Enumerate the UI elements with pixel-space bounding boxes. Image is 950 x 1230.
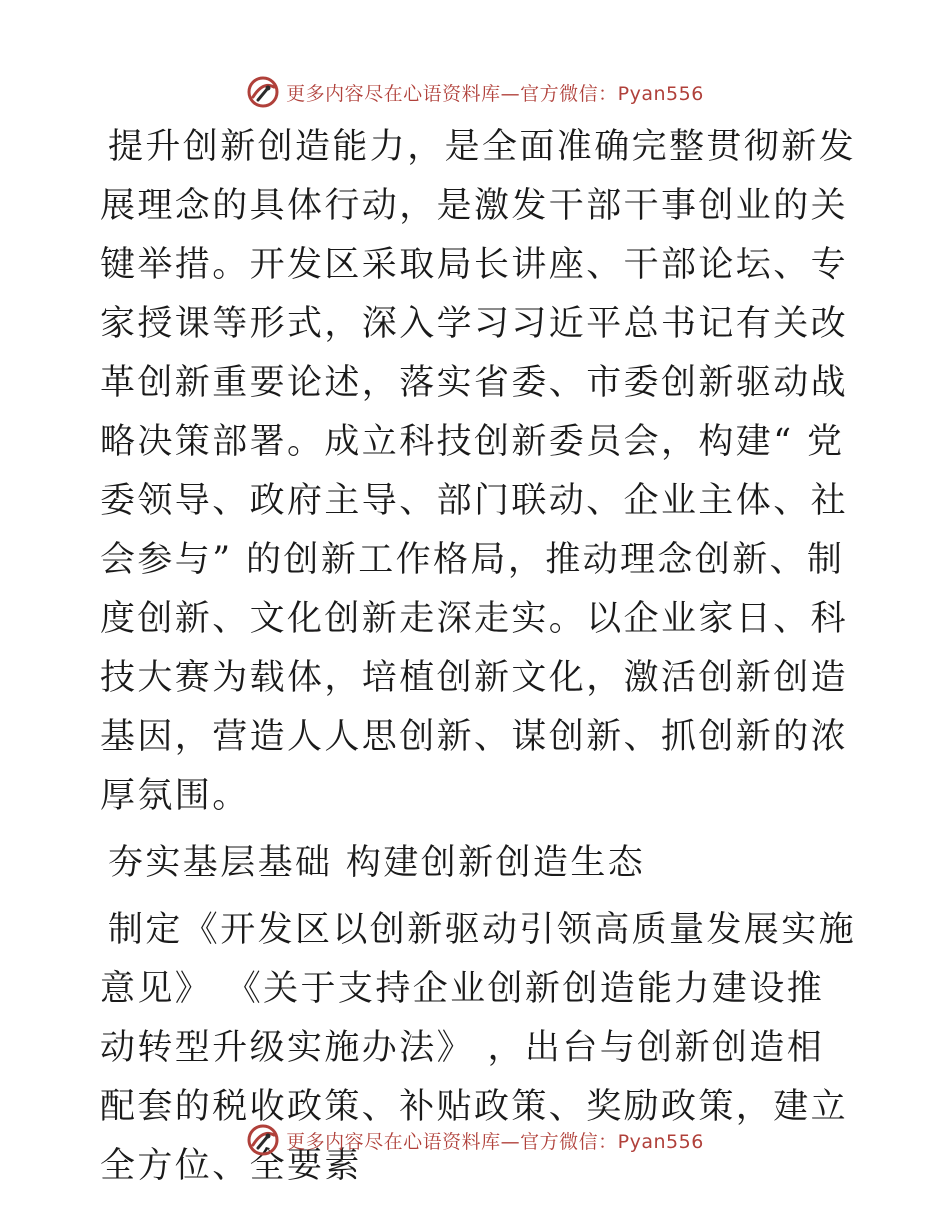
document-body xyxy=(100,118,860,1196)
library-logo-icon xyxy=(246,1123,280,1157)
footer-banner xyxy=(0,1120,950,1160)
paragraph-1: 提升创新创造能力，是全面准确完整贯彻新发展理念的具体行动，是激发干部干事创业的关键举措。开发区采取局长讲座、干部论坛、专家授课等形式，深入学习习近平总书记有关改革创新重要论述，落实省委、市委创新驱动战略决策部署。成立科技创新委员会，构建“ 党委领导、政府主导、部门联动、企业主体、社会参与” 的创新工作格局，推动理念创新、制度创新、文化创新走深走实。以企业家日、科技大赛为载体，培植创新文化，激活创新创造基因，营造人人思创新、谋创新、抓创新的浓厚氛围。 xyxy=(100,127,857,816)
header-banner xyxy=(0,72,950,112)
section-heading: 夯实基层基础 构建创新创造生态 xyxy=(108,843,646,883)
footer-banner-text: 更多内容尽在心语资料库—官方微信：Pyan556 xyxy=(286,1130,704,1153)
header-banner-text: 更多内容尽在心语资料库—官方微信：Pyan556 xyxy=(286,82,704,105)
paragraph-2: 制定《开发区以创新驱动引领高质量发展实施意见》 《关于支持企业创新创造能力建设推动转型升级实施办法》 ，出台与创新创造相配套的税收政策、补贴政策、奖励政策，建立全方位、全要素 xyxy=(100,910,857,1186)
library-logo-icon xyxy=(246,75,280,109)
